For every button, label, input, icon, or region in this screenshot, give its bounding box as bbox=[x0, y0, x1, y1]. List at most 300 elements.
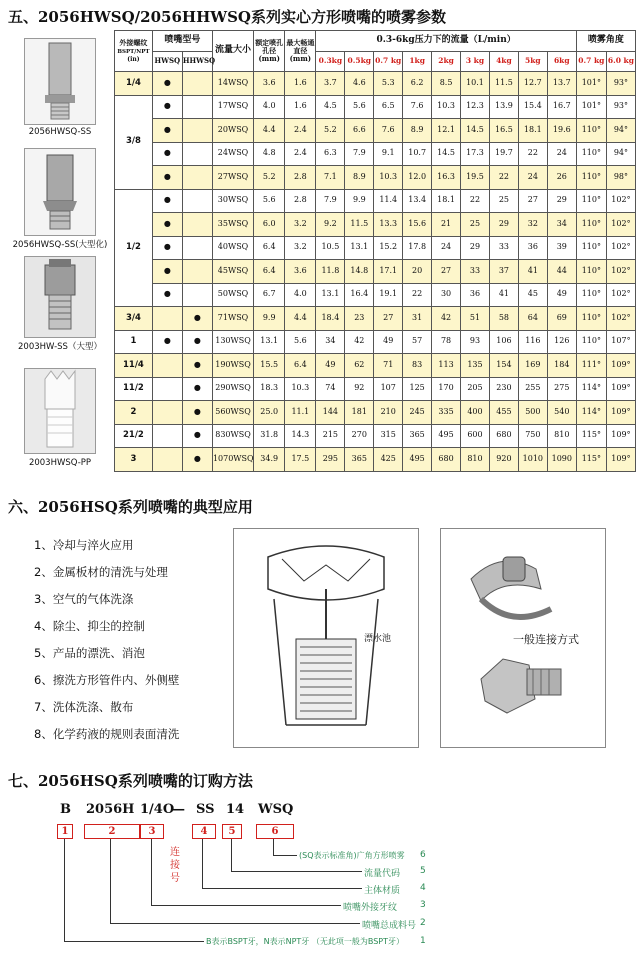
cell-flow: 74 bbox=[316, 377, 345, 401]
cell-flow: 495 bbox=[403, 448, 432, 472]
cell-model-hwsq: ● bbox=[152, 330, 182, 354]
nozzle-photo-4 bbox=[24, 368, 96, 454]
legend-num-6: 6 bbox=[420, 850, 426, 860]
cell-angle: 110° bbox=[576, 330, 606, 354]
cell-angle: 94° bbox=[606, 119, 635, 143]
code-dash: — bbox=[172, 802, 185, 817]
pool-label: 漂水池 bbox=[364, 634, 392, 644]
cell-flow: 116 bbox=[518, 330, 547, 354]
cell-passage: 4.4 bbox=[285, 307, 316, 331]
cell-flow: 154 bbox=[489, 354, 518, 378]
line-1 bbox=[64, 839, 65, 941]
cell-flow: 181 bbox=[345, 401, 374, 425]
cell-flow: 9.9 bbox=[345, 189, 374, 213]
cell-passage: 4.0 bbox=[285, 283, 316, 307]
header-pressure-8: 6kg bbox=[547, 51, 576, 72]
hline-4 bbox=[202, 888, 362, 889]
cell-flow: 17.8 bbox=[403, 236, 432, 260]
cell-flow: 62 bbox=[345, 354, 374, 378]
cell-flow: 8.5 bbox=[432, 72, 461, 96]
cell-flow: 500 bbox=[518, 401, 547, 425]
cell-flow: 22 bbox=[489, 166, 518, 190]
cell-flow: 32 bbox=[518, 213, 547, 237]
cell-flow-size: 45WSQ bbox=[212, 260, 253, 284]
cell-flow: 29 bbox=[547, 189, 576, 213]
cell-orifice: 5.6 bbox=[254, 189, 285, 213]
cell-flow: 13.4 bbox=[403, 189, 432, 213]
cell-flow: 5.3 bbox=[374, 72, 403, 96]
cell-orifice: 6.7 bbox=[254, 283, 285, 307]
cell-flow: 24 bbox=[547, 142, 576, 166]
cell-model-hwsq: ● bbox=[152, 166, 182, 190]
nozzle-photo-2 bbox=[24, 148, 96, 236]
cell-passage: 14.3 bbox=[285, 424, 316, 448]
cell-flow: 810 bbox=[547, 424, 576, 448]
application-item: 4、除尘、抑尘的控制 bbox=[34, 619, 145, 633]
cell-model-hwsq bbox=[152, 424, 182, 448]
cell-orifice: 6.4 bbox=[254, 236, 285, 260]
cell-passage: 2.4 bbox=[285, 142, 316, 166]
header-pressure-6: 4kg bbox=[489, 51, 518, 72]
cell-flow: 365 bbox=[345, 448, 374, 472]
application-item: 3、空气的气体洗涤 bbox=[34, 592, 134, 606]
photo-caption-2: 2056HWSQ-SS(大型化) bbox=[12, 240, 108, 250]
cell-flow-size: 27WSQ bbox=[212, 166, 253, 190]
code-box-4: 4 bbox=[192, 824, 216, 839]
cell-flow: 8.9 bbox=[403, 119, 432, 143]
cell-flow: 92 bbox=[345, 377, 374, 401]
cell-model-hhwsq: ● bbox=[182, 377, 212, 401]
line-2 bbox=[110, 839, 111, 923]
cell-flow: 7.6 bbox=[374, 119, 403, 143]
cell-flow-size: 830WSQ bbox=[212, 424, 253, 448]
cell-passage: 2.8 bbox=[285, 166, 316, 190]
table-row bbox=[115, 166, 636, 190]
cell-flow: 17.1 bbox=[374, 260, 403, 284]
header-pressure-4: 2kg bbox=[432, 51, 461, 72]
cell-flow: 21 bbox=[432, 213, 461, 237]
line-5 bbox=[231, 839, 232, 871]
cell-flow: 13.1 bbox=[316, 283, 345, 307]
cell-angle: 115° bbox=[576, 424, 606, 448]
cell-flow: 22 bbox=[461, 189, 490, 213]
cell-model-hhwsq: ● bbox=[182, 354, 212, 378]
cell-orifice: 34.9 bbox=[254, 448, 285, 472]
cell-flow: 18.4 bbox=[316, 307, 345, 331]
table-row bbox=[115, 448, 636, 472]
cell-flow: 275 bbox=[547, 377, 576, 401]
table-row bbox=[115, 72, 636, 96]
cell-model-hwsq: ● bbox=[152, 236, 182, 260]
cell-flow: 3.7 bbox=[316, 72, 345, 96]
cell-flow: 49 bbox=[374, 330, 403, 354]
cell-model-hhwsq: ● bbox=[182, 424, 212, 448]
application-item: 8、化学药液的规则表面清洗 bbox=[34, 727, 180, 741]
cell-flow: 29 bbox=[489, 213, 518, 237]
cell-angle: 102° bbox=[606, 283, 635, 307]
cell-model-hhwsq: ● bbox=[182, 330, 212, 354]
cell-flow: 41 bbox=[489, 283, 518, 307]
cell-flow: 11.4 bbox=[374, 189, 403, 213]
table-row bbox=[115, 260, 636, 284]
cell-thread: 11/4 bbox=[115, 354, 153, 378]
cell-orifice: 31.8 bbox=[254, 424, 285, 448]
cell-flow: 230 bbox=[489, 377, 518, 401]
cell-angle: 109° bbox=[606, 424, 635, 448]
cell-model-hhwsq bbox=[182, 142, 212, 166]
cell-angle: 111° bbox=[576, 354, 606, 378]
cell-flow-size: 30WSQ bbox=[212, 189, 253, 213]
table-row bbox=[115, 307, 636, 331]
photo-caption-1: 2056HWSQ-SS bbox=[28, 127, 92, 137]
line-4 bbox=[202, 839, 203, 888]
cell-flow-size: 35WSQ bbox=[212, 213, 253, 237]
cell-flow: 12.3 bbox=[461, 95, 490, 119]
cell-passage: 3.2 bbox=[285, 213, 316, 237]
cell-angle: 110° bbox=[576, 260, 606, 284]
legend-num-5: 5 bbox=[420, 866, 426, 876]
cell-passage: 5.6 bbox=[285, 330, 316, 354]
cell-thread: 21/2 bbox=[115, 424, 153, 448]
cell-flow: 1010 bbox=[518, 448, 547, 472]
cell-angle: 102° bbox=[606, 213, 635, 237]
cell-flow: 215 bbox=[316, 424, 345, 448]
cell-flow: 11.5 bbox=[489, 72, 518, 96]
cell-flow: 22 bbox=[403, 283, 432, 307]
cell-flow: 5.6 bbox=[345, 95, 374, 119]
cell-flow-size: 14WSQ bbox=[212, 72, 253, 96]
cell-model-hwsq: ● bbox=[152, 189, 182, 213]
cell-flow: 4.5 bbox=[316, 95, 345, 119]
cell-model-hwsq: ● bbox=[152, 260, 182, 284]
cell-flow: 270 bbox=[345, 424, 374, 448]
hline-3 bbox=[151, 905, 341, 906]
cell-flow: 36 bbox=[518, 236, 547, 260]
cell-angle: 101° bbox=[576, 95, 606, 119]
cell-flow-size: 40WSQ bbox=[212, 236, 253, 260]
cell-angle: 109° bbox=[606, 377, 635, 401]
cell-flow: 126 bbox=[547, 330, 576, 354]
cell-flow: 7.1 bbox=[316, 166, 345, 190]
cell-flow: 495 bbox=[432, 424, 461, 448]
cell-angle: 102° bbox=[606, 236, 635, 260]
cell-flow: 125 bbox=[403, 377, 432, 401]
cell-thread: 3 bbox=[115, 448, 153, 472]
header-flow-size: 流量大小 bbox=[212, 31, 253, 72]
cell-flow: 23 bbox=[345, 307, 374, 331]
cell-angle: 110° bbox=[576, 119, 606, 143]
cell-angle: 94° bbox=[606, 142, 635, 166]
cell-flow: 41 bbox=[518, 260, 547, 284]
legend-num-2: 2 bbox=[420, 918, 426, 928]
cell-flow: 18.1 bbox=[518, 119, 547, 143]
cell-flow: 6.2 bbox=[403, 72, 432, 96]
code-part-3: 1/4O bbox=[140, 802, 175, 817]
header-model-hwsq: HWSQ bbox=[152, 51, 182, 72]
cell-angle: 102° bbox=[606, 260, 635, 284]
cell-flow: 13.9 bbox=[489, 95, 518, 119]
header-pressure-7: 5kg bbox=[518, 51, 547, 72]
code-box-3: 3 bbox=[140, 824, 164, 839]
table-row bbox=[115, 95, 636, 119]
code-part-5: 14 bbox=[226, 802, 245, 817]
code-part-2: 2056H bbox=[86, 802, 135, 817]
cell-model-hhwsq bbox=[182, 95, 212, 119]
cell-flow: 49 bbox=[547, 283, 576, 307]
cell-flow: 8.9 bbox=[345, 166, 374, 190]
cell-flow: 540 bbox=[547, 401, 576, 425]
code-box-2: 2 bbox=[84, 824, 140, 839]
code-box-1: 1 bbox=[57, 824, 73, 839]
cell-model-hhwsq bbox=[182, 260, 212, 284]
cell-orifice: 25.0 bbox=[254, 401, 285, 425]
cell-orifice: 3.6 bbox=[254, 72, 285, 96]
cell-angle: 93° bbox=[606, 72, 635, 96]
table-row bbox=[115, 119, 636, 143]
cell-flow: 11.5 bbox=[345, 213, 374, 237]
cell-flow-size: 50WSQ bbox=[212, 283, 253, 307]
cell-flow-size: 130WSQ bbox=[212, 330, 253, 354]
cell-flow: 6.3 bbox=[316, 142, 345, 166]
cell-angle: 110° bbox=[576, 213, 606, 237]
hline-2 bbox=[110, 923, 360, 924]
code-box-5: 5 bbox=[222, 824, 242, 839]
application-item: 7、洗体洗涤、散布 bbox=[34, 700, 134, 714]
cell-flow: 184 bbox=[547, 354, 576, 378]
cell-flow: 5.2 bbox=[316, 119, 345, 143]
cell-flow: 57 bbox=[403, 330, 432, 354]
cell-passage: 3.6 bbox=[285, 260, 316, 284]
cell-flow: 30 bbox=[432, 283, 461, 307]
table-row bbox=[115, 354, 636, 378]
cell-flow-size: 17WSQ bbox=[212, 95, 253, 119]
cell-flow: 920 bbox=[489, 448, 518, 472]
cell-flow: 144 bbox=[316, 401, 345, 425]
cell-model-hhwsq: ● bbox=[182, 307, 212, 331]
cell-orifice: 4.8 bbox=[254, 142, 285, 166]
connection-label: 一般连接方式 bbox=[513, 633, 579, 646]
cell-flow: 33 bbox=[489, 236, 518, 260]
cell-flow: 810 bbox=[461, 448, 490, 472]
cell-flow: 16.5 bbox=[489, 119, 518, 143]
table-row bbox=[115, 189, 636, 213]
cell-model-hhwsq bbox=[182, 72, 212, 96]
legend-5: 流量代码 bbox=[364, 869, 401, 879]
cell-flow: 14.5 bbox=[432, 142, 461, 166]
cell-passage: 2.8 bbox=[285, 189, 316, 213]
section-7-title: 七、2056HSQ系列喷嘴的订购方法 bbox=[8, 772, 253, 790]
cell-angle: 110° bbox=[576, 142, 606, 166]
cell-flow: 15.6 bbox=[403, 213, 432, 237]
cell-angle: 110° bbox=[576, 189, 606, 213]
cell-flow: 14.5 bbox=[461, 119, 490, 143]
cell-angle: 110° bbox=[576, 307, 606, 331]
cell-flow: 15.2 bbox=[374, 236, 403, 260]
cell-passage: 1.6 bbox=[285, 95, 316, 119]
cell-model-hwsq bbox=[152, 377, 182, 401]
cell-flow: 680 bbox=[489, 424, 518, 448]
cell-angle: 109° bbox=[606, 401, 635, 425]
cell-orifice: 6.0 bbox=[254, 213, 285, 237]
cell-angle: 110° bbox=[576, 236, 606, 260]
cell-model-hwsq: ● bbox=[152, 283, 182, 307]
cell-passage: 10.3 bbox=[285, 377, 316, 401]
cell-flow: 27 bbox=[374, 307, 403, 331]
cell-flow: 19.5 bbox=[461, 166, 490, 190]
photo-caption-4: 2003HWSQ-PP bbox=[28, 458, 92, 468]
section-5-title: 五、2056HWSQ/2056HHWSQ系列实心方形喷嘴的喷雾参数 bbox=[8, 8, 446, 26]
header-angle: 喷雾角度 bbox=[576, 31, 635, 52]
cell-flow: 245 bbox=[403, 401, 432, 425]
connector-label: 连接号 bbox=[170, 847, 180, 884]
header-pressure-3: 1kg bbox=[403, 51, 432, 72]
table-row bbox=[115, 283, 636, 307]
cell-flow-size: 24WSQ bbox=[212, 142, 253, 166]
cell-thread: 1 bbox=[115, 330, 153, 354]
cell-orifice: 18.3 bbox=[254, 377, 285, 401]
cell-flow: 170 bbox=[432, 377, 461, 401]
cell-flow: 78 bbox=[432, 330, 461, 354]
cell-angle: 102° bbox=[606, 189, 635, 213]
cell-flow: 26 bbox=[547, 166, 576, 190]
cell-flow: 49 bbox=[316, 354, 345, 378]
cell-flow: 17.3 bbox=[461, 142, 490, 166]
line-3 bbox=[151, 839, 152, 905]
cell-flow: 10.1 bbox=[461, 72, 490, 96]
legend-num-3: 3 bbox=[420, 900, 426, 910]
nozzle-photo-3 bbox=[24, 256, 96, 338]
cell-flow: 7.6 bbox=[403, 95, 432, 119]
application-item: 1、冷却与淬火应用 bbox=[34, 538, 134, 552]
cell-model-hhwsq bbox=[182, 213, 212, 237]
cell-flow: 455 bbox=[489, 401, 518, 425]
cell-flow: 210 bbox=[374, 401, 403, 425]
cell-model-hhwsq bbox=[182, 119, 212, 143]
application-item: 2、金属板材的清洗与处理 bbox=[34, 565, 168, 579]
pool-diagram bbox=[233, 528, 419, 748]
table-row bbox=[115, 401, 636, 425]
cell-flow: 29 bbox=[461, 236, 490, 260]
cell-flow: 13.3 bbox=[374, 213, 403, 237]
header-model: 喷嘴型号 bbox=[152, 31, 212, 52]
legend-6: (SQ表示标准角)广角方形喷雾 bbox=[299, 851, 405, 860]
cell-flow-size: 290WSQ bbox=[212, 377, 253, 401]
legend-3: 喷嘴外接牙纹 bbox=[343, 903, 398, 913]
cell-flow: 93 bbox=[461, 330, 490, 354]
cell-flow: 16.4 bbox=[345, 283, 374, 307]
cell-flow: 19.6 bbox=[547, 119, 576, 143]
cell-angle: 110° bbox=[576, 283, 606, 307]
cell-flow: 6.5 bbox=[374, 95, 403, 119]
cell-angle: 98° bbox=[606, 166, 635, 190]
cell-passage: 3.2 bbox=[285, 236, 316, 260]
cell-model-hwsq: ● bbox=[152, 95, 182, 119]
connection-figure bbox=[440, 528, 606, 748]
cell-flow: 113 bbox=[432, 354, 461, 378]
cell-flow: 25 bbox=[461, 213, 490, 237]
cell-flow: 19.7 bbox=[489, 142, 518, 166]
cell-flow: 83 bbox=[403, 354, 432, 378]
cell-flow: 12.0 bbox=[403, 166, 432, 190]
cell-angle: 93° bbox=[606, 95, 635, 119]
cell-passage: 2.4 bbox=[285, 119, 316, 143]
legend-num-1: 1 bbox=[420, 936, 426, 946]
cell-flow: 58 bbox=[489, 307, 518, 331]
cell-thread: 3/8 bbox=[115, 95, 153, 189]
cell-angle: 114° bbox=[576, 377, 606, 401]
cell-flow: 9.2 bbox=[316, 213, 345, 237]
cell-flow: 4.6 bbox=[345, 72, 374, 96]
cell-flow: 7.9 bbox=[316, 189, 345, 213]
section-6-title: 六、2056HSQ系列喷嘴的典型应用 bbox=[8, 498, 253, 516]
cell-flow: 750 bbox=[518, 424, 547, 448]
cell-flow: 13.7 bbox=[547, 72, 576, 96]
cell-flow: 39 bbox=[547, 236, 576, 260]
cell-thread: 11/2 bbox=[115, 377, 153, 401]
cell-flow: 10.5 bbox=[316, 236, 345, 260]
cell-model-hhwsq bbox=[182, 189, 212, 213]
cell-thread: 3/4 bbox=[115, 307, 153, 331]
cell-flow: 315 bbox=[374, 424, 403, 448]
cell-flow: 205 bbox=[461, 377, 490, 401]
code-part-4: SS bbox=[196, 802, 215, 817]
cell-flow: 400 bbox=[461, 401, 490, 425]
cell-flow: 31 bbox=[403, 307, 432, 331]
header-angle-pressure-1: 6.0 kg bbox=[606, 51, 635, 72]
cell-flow: 27 bbox=[518, 189, 547, 213]
header-flow: 0.3-6kg压力下的流量（L/min） bbox=[316, 31, 576, 52]
cell-flow: 44 bbox=[547, 260, 576, 284]
cell-angle: 109° bbox=[606, 354, 635, 378]
table-row bbox=[115, 213, 636, 237]
cell-flow: 6.6 bbox=[345, 119, 374, 143]
header-pressure-2: 0.7 kg bbox=[374, 51, 403, 72]
cell-model-hwsq bbox=[152, 307, 182, 331]
cell-flow: 64 bbox=[518, 307, 547, 331]
cell-flow-size: 71WSQ bbox=[212, 307, 253, 331]
cell-flow: 13.1 bbox=[345, 236, 374, 260]
legend-2: 喷嘴总成料号 bbox=[362, 921, 417, 931]
cell-flow: 36 bbox=[461, 283, 490, 307]
cell-model-hwsq bbox=[152, 401, 182, 425]
cell-flow: 69 bbox=[547, 307, 576, 331]
table-row bbox=[115, 330, 636, 354]
cell-flow: 34 bbox=[547, 213, 576, 237]
cell-passage: 6.4 bbox=[285, 354, 316, 378]
cell-flow: 33 bbox=[461, 260, 490, 284]
cell-flow: 106 bbox=[489, 330, 518, 354]
cell-model-hhwsq bbox=[182, 283, 212, 307]
cell-model-hhwsq: ● bbox=[182, 401, 212, 425]
cell-passage: 17.5 bbox=[285, 448, 316, 472]
cell-flow: 600 bbox=[461, 424, 490, 448]
header-orifice: 额定喷孔孔径 (mm) bbox=[254, 31, 285, 72]
cell-flow: 45 bbox=[518, 283, 547, 307]
cell-flow: 10.3 bbox=[432, 95, 461, 119]
cell-flow: 16.3 bbox=[432, 166, 461, 190]
legend-4: 主体材质 bbox=[364, 886, 401, 896]
table-row bbox=[115, 236, 636, 260]
cell-flow: 9.1 bbox=[374, 142, 403, 166]
table-row bbox=[115, 142, 636, 166]
cell-flow: 16.7 bbox=[547, 95, 576, 119]
cell-flow: 42 bbox=[345, 330, 374, 354]
cell-flow: 42 bbox=[432, 307, 461, 331]
code-part-6: WSQ bbox=[258, 802, 294, 817]
photo-caption-3: 2003HW-SS（大型） bbox=[18, 342, 102, 352]
cell-flow: 24 bbox=[432, 236, 461, 260]
cell-model-hwsq: ● bbox=[152, 142, 182, 166]
